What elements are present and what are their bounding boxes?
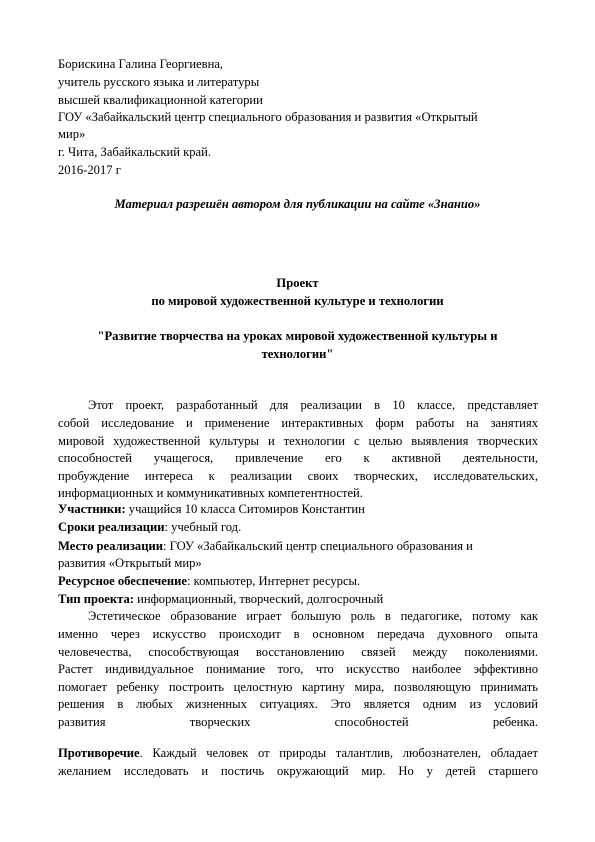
author-years: 2016-2017 г [58,163,121,177]
author-org-line2: мир» [58,127,86,141]
participants-label: Участники: [58,502,126,516]
resources-label: Ресурсное обеспечение [58,574,187,588]
place-value-line2: развития «Открытый мир» [58,556,202,570]
project-subheading: по мировой художественной культуре и технологии [151,294,444,308]
place-value: : ГОУ «Забайкальский центр специального образования и [162,539,473,553]
body-line-3: человечества, способствующая восстановлению связей между поколениями. [58,645,538,659]
place-label: Место реализации [58,539,163,553]
author-city: г. Чита, Забайкальский край. [58,145,212,159]
permission-note: Материал разрешён автором для публикации на сайте «Знанио» [114,197,481,211]
contradiction-text-1: . Каждый человек от природы талантлив, любознателен, обладает [139,746,538,760]
resources-field [58,574,360,589]
project-title-line2: технологии" [261,347,334,361]
body-line-2: именно через искусство происходит в основном передача духовного опыта [58,627,538,641]
author-name: Борискина Галина Георгиевна, [58,57,224,71]
resources-value: : компьютер, Интернет ресурсы. [186,574,361,588]
author-org-line1: ГОУ «Забайкальский центр специального образования и развития «Открытый [58,110,478,124]
author-category: высшей квалификационной категории [58,93,263,107]
project-heading: Проект [276,276,319,290]
intro-line-2: собой исследование и применение интерактивных форм работы на занятиях [58,416,538,430]
terms-value: : учебный год. [164,520,242,534]
participants-value: учащийся 10 класса Ситомиров Константин [125,502,365,516]
terms-field [58,520,241,535]
body-line-7: развития творческих способностей ребенка. [58,715,538,729]
body-line-6: решения в любых жизненных ситуациях. Это является одним из условий [58,697,538,711]
intro-line-3: мировой художественной культуры и технологии с целью выявления творческих [58,434,538,448]
intro-line-1: Этот проект, разработанный для реализации в 10 классе, представляет [88,398,538,412]
participants-field [58,502,365,517]
contradiction-label: Противоречие [58,746,140,760]
intro-line-4: способностей учащегося, привлечение его к активной деятельности, [58,451,538,465]
author-position: учитель русского языка и литературы [58,75,260,89]
body-line-1: Эстетическое образование играет большую роль в педагогике, потому как [88,609,538,623]
type-field [58,592,383,607]
intro-line-6: информационных и коммуникативных компетентностей. [58,486,363,500]
type-label: Тип проекта: [58,592,134,606]
terms-label: Сроки реализации [58,520,165,534]
project-title-line1: "Развитие творчества на уроках мировой художественной культуры и [97,329,498,343]
body-line-5: помогает ребенку построить целостную картину мира, позволяющую принимать [58,680,538,694]
type-value: информационный, творческий, долгосрочный [133,592,384,606]
body-line-4: Растет индивидуальное понимание того, что искусство наиболее эффективно [58,662,538,676]
contradiction-line-2: желанием исследовать и постичь окружающий мир. Но у детей старшего [58,764,538,778]
place-field [58,539,473,554]
intro-line-5: пробуждение интереса к реализации своих творческих, исследовательских, [58,469,538,483]
contradiction-line-1 [58,746,538,761]
